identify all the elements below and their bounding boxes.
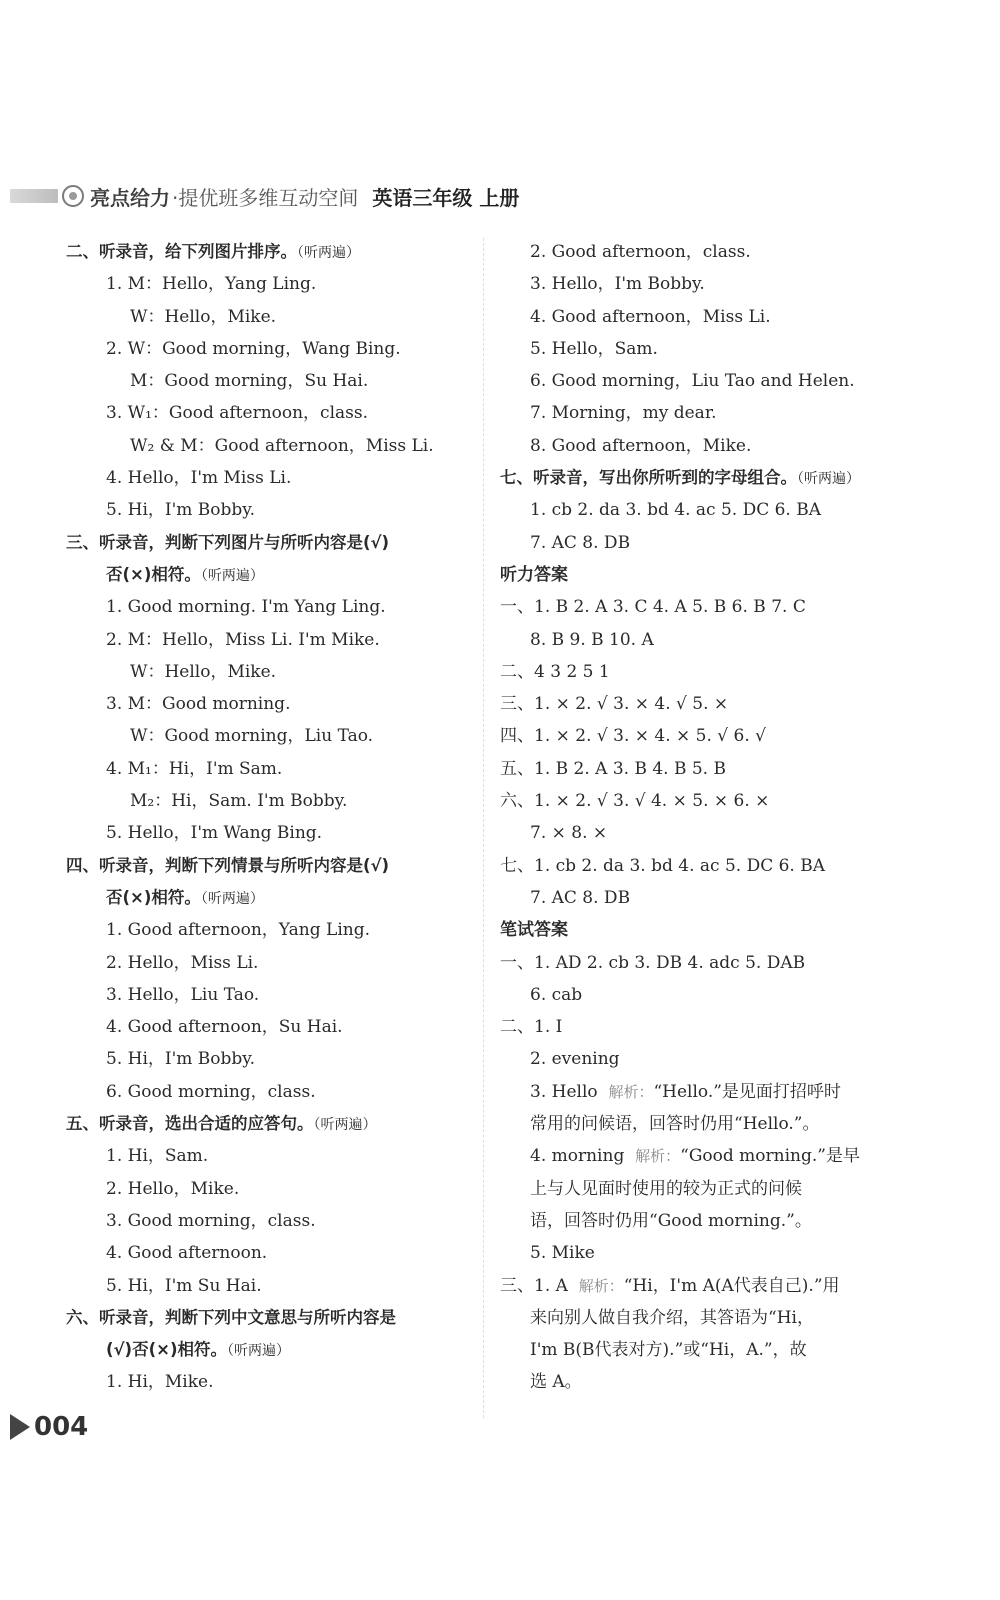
answer-with-note: 三、1. A 解析：“Hi，I'm A(A代表自己).”用 — [500, 1275, 840, 1296]
note-cont: 来向别人做自我介绍，其答语为“Hi， — [530, 1307, 814, 1328]
right-column — [500, 236, 900, 1399]
script-line: W：Hello，Mike. — [130, 306, 277, 327]
left-column — [66, 236, 476, 1399]
listening-answers-title: 听力答案 — [500, 564, 568, 585]
book-title: 英语三年级 上册 — [372, 185, 520, 210]
page-number — [10, 1412, 88, 1442]
answer-line: 1. cb 2. da 3. bd 4. ac 5. DC 6. BA — [530, 500, 822, 521]
script-line: 4. Good afternoon，Su Hai. — [106, 1017, 343, 1038]
answer-line: 7. × 8. × — [530, 823, 608, 844]
script-line: 5. Hello，Sam. — [530, 338, 658, 359]
script-line: 5. Hello，I'm Wang Bing. — [106, 823, 323, 844]
script-line: 5. Hi，I'm Bobby. — [106, 1049, 256, 1070]
section-heading: 三、听录音，判断下列图片与所听内容是(√) — [66, 532, 390, 552]
note-cont: I'm B(B代表对方).”或“Hi，A.”，故 — [530, 1340, 807, 1361]
script-line: 1. Hi，Mike. — [106, 1372, 214, 1393]
script-line: 1. Good afternoon，Yang Ling. — [106, 920, 371, 941]
script-line: 4. Good afternoon，Miss Li. — [530, 306, 771, 327]
script-line: 1. Good morning. I'm Yang Ling. — [106, 597, 386, 618]
written-answers-title: 笔试答案 — [500, 920, 568, 941]
script-line: 8. Good afternoon，Mike. — [530, 435, 752, 456]
script-line: W₂ & M：Good afternoon，Miss Li. — [130, 435, 434, 456]
answer-line: 8. B 9. B 10. A — [530, 629, 654, 650]
answer-line: 7. AC 8. DB — [530, 532, 631, 553]
answer-with-note: 4. morning 解析：“Good morning.”是早 — [530, 1146, 860, 1167]
section-heading: 二、听录音，给下列图片排序。（听两遍） — [66, 242, 360, 261]
script-line: 6. Good morning，class. — [106, 1081, 316, 1102]
triangle-icon — [10, 1414, 30, 1440]
script-line: 1. Hi，Sam. — [106, 1146, 209, 1167]
answer-line: 7. AC 8. DB — [530, 887, 631, 908]
script-line: M：Good morning，Su Hai. — [130, 371, 369, 392]
answer-line: 6. cab — [530, 984, 583, 1005]
section-heading-cont: 否(×)相符。（听两遍） — [106, 887, 264, 907]
answer-line: 2. evening — [530, 1049, 620, 1070]
section-heading: 五、听录音，选出合适的应答句。（听两遍） — [66, 1114, 377, 1134]
script-line: M₂：Hi，Sam. I'm Bobby. — [130, 791, 348, 812]
script-line: W：Good morning，Liu Tao. — [130, 726, 374, 747]
page-header — [10, 178, 519, 214]
section-heading-cont: (√)否(×)相符。（听两遍） — [106, 1340, 290, 1360]
answer-line: 五、1. B 2. A 3. B 4. B 5. B — [500, 758, 726, 779]
script-line: 3. W₁：Good afternoon，class. — [106, 403, 369, 424]
note-cont: 常用的问候语，回答时仍用“Hello.”。 — [530, 1114, 820, 1135]
answer-line: 六、1. × 2. √ 3. √ 4. × 5. × 6. × — [500, 791, 770, 812]
script-line: 5. Hi，I'm Su Hai. — [106, 1275, 262, 1296]
script-line: 7. Morning，my dear. — [530, 403, 717, 424]
answer-line: 二、4 3 2 5 1 — [500, 661, 610, 682]
script-line: 3. Good morning，class. — [106, 1210, 316, 1231]
column-divider — [483, 238, 484, 1418]
section-heading: 四、听录音，判断下列情景与所听内容是(√) — [66, 855, 390, 875]
answer-line: 三、1. × 2. √ 3. × 4. √ 5. × — [500, 694, 729, 715]
script-line: 2. Hello，Mike. — [106, 1178, 240, 1199]
script-line: 3. M：Good morning. — [106, 694, 291, 715]
script-line: W：Hello，Mike. — [130, 661, 277, 682]
script-line: 4. M₁：Hi，I'm Sam. — [106, 758, 283, 779]
brand-name: 亮点给力 — [90, 185, 170, 210]
note-cont: 上与人见面时使用的较为正式的问候 — [530, 1178, 802, 1199]
script-line: 1. M：Hello，Yang Ling. — [106, 274, 317, 295]
answer-line: 5. Mike — [530, 1243, 595, 1264]
script-line: 6. Good morning，Liu Tao and Helen. — [530, 371, 855, 392]
answer-line: 七、1. cb 2. da 3. bd 4. ac 5. DC 6. BA — [500, 855, 826, 876]
script-line: 2. Hello，Miss Li. — [106, 952, 259, 973]
answer-line: 二、1. I — [500, 1017, 563, 1038]
script-line: 4. Good afternoon. — [106, 1243, 268, 1264]
script-line: 3. Hello，Liu Tao. — [106, 984, 260, 1005]
script-line: 5. Hi，I'm Bobby. — [106, 500, 256, 521]
answer-line: 一、1. B 2. A 3. C 4. A 5. B 6. B 7. C — [500, 597, 806, 618]
answer-with-note: 3. Hello 解析：“Hello.”是见面打招呼时 — [530, 1081, 841, 1102]
brand-logo-icon — [62, 185, 84, 207]
note-cont: 语，回答时仍用“Good morning.”。 — [530, 1210, 812, 1231]
section-heading: 六、听录音，判断下列中文意思与所听内容是 — [66, 1307, 396, 1327]
answer-line: 四、1. × 2. √ 3. × 4. × 5. √ 6. √ — [500, 726, 766, 747]
script-line: 3. Hello，I'm Bobby. — [530, 274, 705, 295]
section-heading: 七、听录音，写出你所听到的字母组合。（听两遍） — [500, 468, 860, 488]
answer-line: 一、1. AD 2. cb 3. DB 4. adc 5. DAB — [500, 952, 806, 973]
script-line: 2. W：Good morning，Wang Bing. — [106, 338, 401, 359]
script-line: 2. Good afternoon，class. — [530, 242, 751, 262]
page-number-text: 004 — [34, 1412, 89, 1442]
brand-subtitle: ·提优班多维互动空间 — [172, 185, 359, 210]
script-line: 2. M：Hello，Miss Li. I'm Mike. — [106, 629, 380, 650]
section-heading-cont: 否(×)相符。（听两遍） — [106, 564, 264, 584]
script-line: 4. Hello，I'm Miss Li. — [106, 468, 292, 489]
header-decor-bar — [10, 189, 58, 203]
note-cont: 选 A。 — [530, 1372, 582, 1393]
